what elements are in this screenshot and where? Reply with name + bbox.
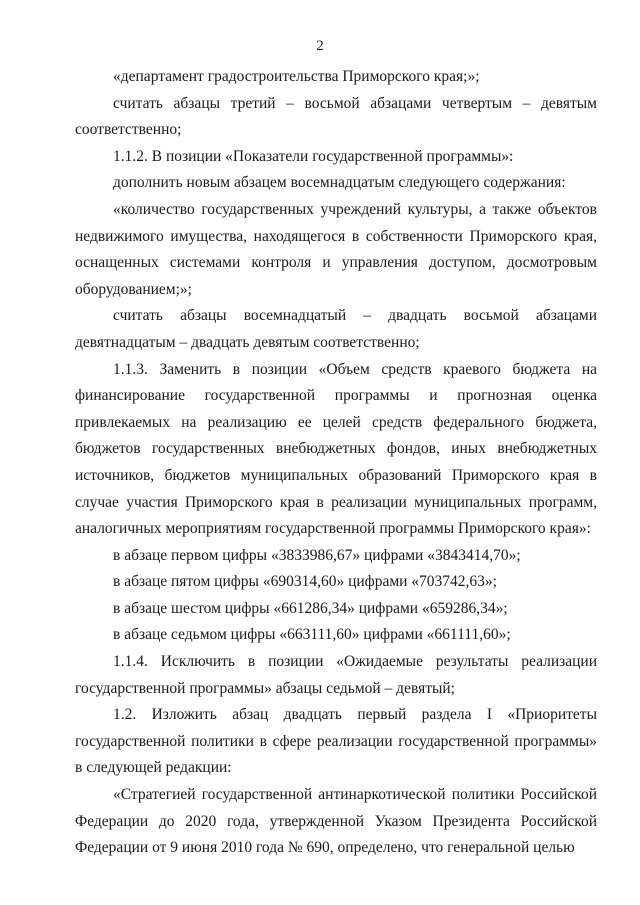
- paragraph-11: в абзаце седьмом цифры «663111,60» цифрами «661111,60»;: [113, 626, 511, 644]
- paragraph-6: считать абзацы восемнадцатый – двадцать восьмой абзацами девятнадцатым – двадцать девятым соответственно;: [75, 307, 597, 351]
- paragraph-14: «Стратегией государственной антинаркотической политики Российской Федерации до 2020 года, утвержденной Указом Президента Российской Федерации от 9 июня 2010 года № 690, определено, что генеральной целью: [75, 786, 597, 857]
- paragraph-7: 1.1.3. Заменить в позиции «Объем средств краевого бюджета на финансирование государственной программы и прогнозная оценка привлекаемых на реализацию ее целей средств федерального бюджета, бюджетов государственных внебюджетных фондов, иных внебюджетных источников, бюджетов муниципальных образований Приморского края в случае участия Приморского края в реализации муниципальных программ, аналогичных мероприятиям государственной программы Приморского края»:: [75, 360, 597, 538]
- paragraph-12: 1.1.4. Исключить в позиции «Ожидаемые результаты реализации государственной программы» абзацы седьмой – девятый;: [75, 653, 597, 697]
- paragraph-1: «департамент градостроительства Приморского края;»;: [113, 68, 480, 85]
- paragraph-5: «количество государственных учреждений культуры, а также объектов недвижимого имущества, находящегося в собственности Приморского края, оснащенных системами контроля и управления доступом, досмотровым оборудованием;»;: [75, 200, 597, 298]
- paragraph-2: считать абзацы третий – восьмой абзацами четвертым – девятым соответственно;: [75, 94, 597, 139]
- paragraph-13: 1.2. Изложить абзац двадцать первый раздела I «Приоритеты государственной политики в сфере реализации государственной программы» в следующей редакции:: [75, 706, 597, 777]
- page-number: 2: [316, 38, 324, 54]
- paragraph-3: 1.1.2. В позиции «Показатели государственной программы»:: [113, 147, 514, 165]
- document-body: [75, 64, 597, 862]
- paragraph-8: в абзаце первом цифры «3833986,67» цифрами «3843414,70»;: [113, 546, 521, 564]
- paragraph-10: в абзаце шестом цифры «661286,34» цифрами «659286,34»;: [113, 599, 508, 617]
- paragraph-9: в абзаце пятом цифры «690314,60» цифрами «703742,63»;: [113, 573, 497, 591]
- paragraph-4: дополнить новым абзацем восемнадцатым следующего содержания:: [113, 174, 566, 192]
